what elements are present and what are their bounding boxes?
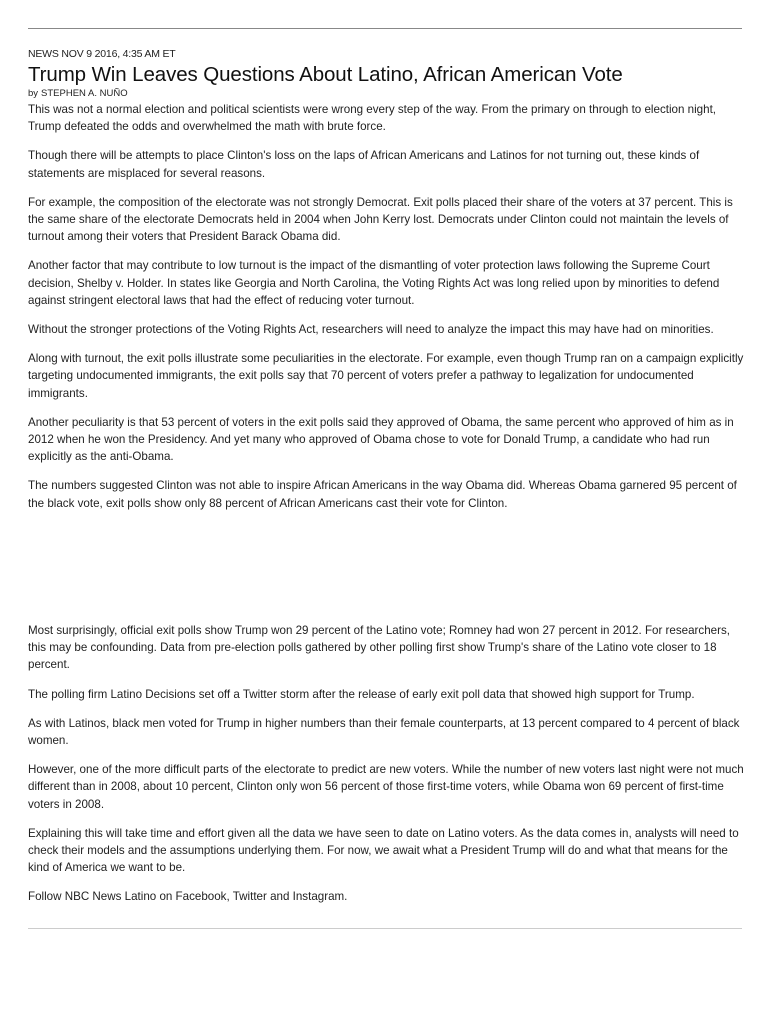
dateline: NEWS NOV 9 2016, 4:35 AM ET — [28, 48, 176, 60]
paragraph: Another peculiarity is that 53 percent of voters in the exit polls said they approved of Obama, the same percent who approved of him as in 2012 when he won the Presidency. And yet many who approved of Obama chose to vote for Donald Trump, a candidate who had run explicitly as the anti-Obama. — [28, 415, 734, 464]
paragraph: As with Latinos, black men voted for Trump in higher numbers than their female counterparts, at 13 percent compared to 4 percent of black women. — [28, 716, 740, 748]
paragraph: Though there will be attempts to place Clinton's loss on the laps of African Americans and Latinos for not turning out, these kinds of statements are misplaced for several reasons. — [28, 149, 700, 180]
byline-prefix: by — [28, 88, 39, 99]
paragraph: The polling firm Latino Decisions set off a Twitter storm after the release of early exit poll data that showed high support for Trump. — [28, 687, 695, 701]
paragraph: However, one of the more difficult parts of the electorate to predict are new voters. While the number of new voters last night were not much different than in 2008, about 10 percent, Clinton only won 56 percent of those first-time voters, while Obama won 69 percent of first-time voters in 2008. — [28, 763, 744, 811]
paragraph: This was not a normal election and political scientists were wrong every step of the way. From the primary on through to election night, Trump defeated the odds and overwhelmed the math with brute force. — [28, 103, 717, 134]
article-headline: Trump Win Leaves Questions About Latino, African American Vote — [28, 63, 623, 86]
paragraph: The numbers suggested Clinton was not able to inspire African Americans in the way Obama did. Whereas Obama garnered 95 percent of the black vote, exit polls show only 88 percent of African Americans cast their vote for Clinton. — [28, 479, 737, 510]
social-follow-line: Follow NBC News Latino on Facebook, Twitter and Instagram. — [28, 890, 348, 904]
paragraph: Along with turnout, the exit polls illustrate some peculiarities in the electorate. For example, even though Trump ran on a campaign explicitly targeting undocumented immigrants, the exit polls say that 70 percent of voters prefer a pathway to legalization for undocumented immigrants. — [28, 352, 744, 400]
byline — [28, 88, 128, 99]
top-divider — [28, 28, 742, 29]
bottom-divider — [28, 928, 742, 929]
paragraph: Another factor that may contribute to low turnout is the impact of the dismantling of voter protection laws following the Supreme Court decision, Shelby v. Holder. In states like Georgia and North Carolina, the Voting Rights Act was long relied upon by minorities to defend against stringent electoral laws that had the effect of reducing voter turnout. — [28, 259, 720, 307]
paragraph: Without the stronger protections of the Voting Rights Act, researchers will need to analyze the impact this may have had on minorities. — [28, 323, 714, 337]
author-name: STEPHEN A. NUÑO — [41, 88, 128, 99]
paragraph: Most surprisingly, official exit polls show Trump won 29 percent of the Latino vote; Romney had won 27 percent in 2012. For researchers, this may be confounding. Data from pre-election polls gathered by other polling first show Trump's share of the Latino vote closer to 18 percent. — [28, 624, 730, 672]
article-body-part-2 — [28, 622, 744, 918]
paragraph: Explaining this will take time and effort given all the data we have seen to date on Latino voters. As the data comes in, analysts will need to check their models and the assumptions underlying them. For now, we await what a President Trump will do and what that means for the kind of America we want to be. — [28, 826, 739, 875]
article-body-part-1 — [28, 101, 744, 524]
paragraph: For example, the composition of the electorate was not strongly Democrat. Exit polls placed their share of the voters at 37 percent. This is the same share of the electorate Democrats held in 2004 when John Kerry lost. Democrats under Clinton could not maintain the levels of turnout among their voters that President Barack Obama did. — [28, 195, 733, 244]
